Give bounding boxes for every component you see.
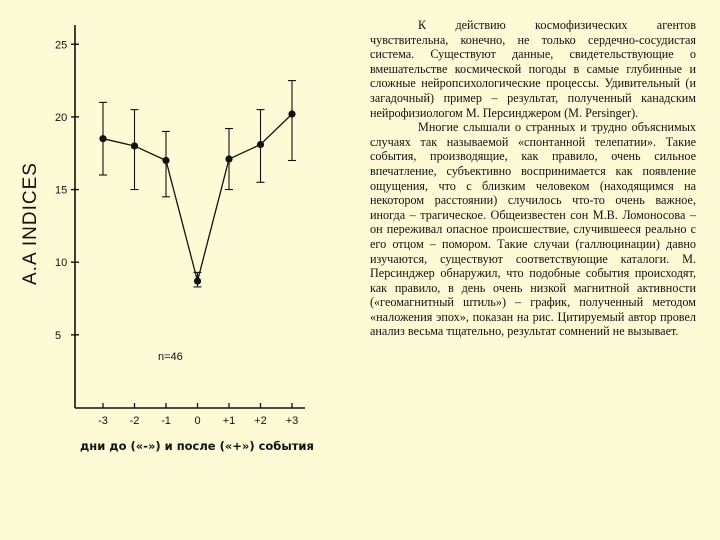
y-tick-label: 20 (55, 111, 68, 124)
data-point (257, 141, 264, 148)
x-tick-label: -1 (161, 415, 171, 427)
series-line (103, 114, 292, 281)
data-point (99, 135, 106, 142)
x-tick-label: +3 (285, 415, 299, 427)
y-tick-label: 25 (55, 39, 68, 52)
data-point (131, 142, 138, 149)
chart-plot (0, 0, 360, 470)
x-tick-label: 0 (194, 415, 201, 427)
article-paragraph-1: К действию космофизических агентов чувствительна, конечно, не только сердечно-сосудистая система. Существуют данные, свидетельствующие о вмешательстве космической погоды в самые глубинные и сложные нейропсихологические процессы. Удивительный (и загадочный) пример – результат, полученный канадским нейрофизиологом М. Персинджером (M. Persinger). (370, 18, 696, 120)
article-paragraph-2: Многие слышали о странных и трудно объяснимых случаях так называемой «спонтанной телепатии». Такие события, производящие, как правило, очень сильное впечатление, субъективно воспринимается как появление ощущения, что с близким человеком (находящимся на некотором расстоянии) случилось что-то очень важное, иногда – трагическое. Общеизвестен сон М.В. Ломоносова – он переживал опасное происшествие, случившееся реально с его отцом – помором. Такие случаи (галлюцинации) давно изучаются, существуют соответствующие каталоги. М. Персинджер обнаружил, что подобные события происходят, как правило, в день очень низкой магнитной активности («геомагнитный штиль») – график, полученный методом «наложения эпох», показан на рис. Цитируемый автор провел анализ весьма тщательно, результат сомнений не вызывает. (370, 120, 696, 339)
data-point (194, 277, 201, 284)
data-point (225, 155, 232, 162)
y-tick-label: 15 (55, 184, 68, 197)
y-tick-label: 5 (55, 329, 62, 342)
article-text (370, 18, 696, 339)
y-tick-label: 10 (55, 257, 68, 270)
x-tick-label: +2 (254, 415, 267, 427)
x-tick-label: -3 (98, 415, 108, 427)
sample-size-label: n=46 (158, 351, 183, 363)
data-point (162, 157, 169, 164)
data-point (288, 110, 295, 117)
x-axis-caption: дни до («-») и после («+») события (80, 439, 314, 453)
y-axis-label: A.A INDICES (20, 162, 41, 285)
x-tick-label: -2 (129, 415, 140, 427)
x-tick-label: +1 (222, 415, 236, 427)
chart (0, 0, 360, 470)
